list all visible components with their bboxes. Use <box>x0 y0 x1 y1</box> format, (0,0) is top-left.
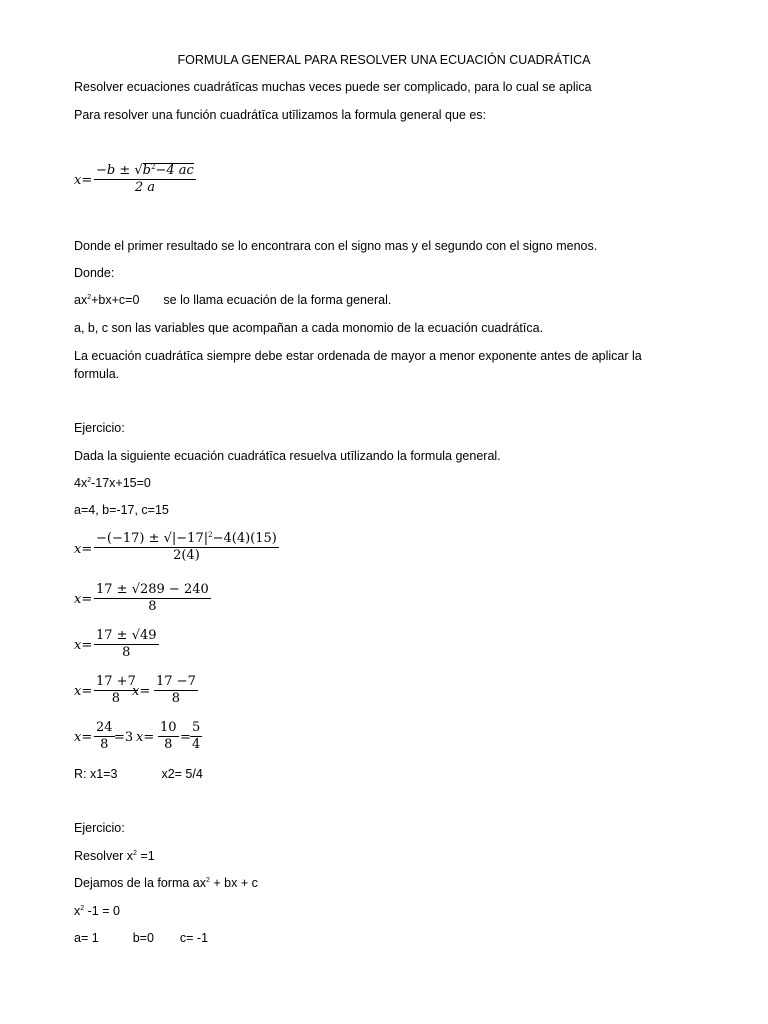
exercise-2-heading: Ejercicio: <box>74 821 125 835</box>
exercise-1-statement: Dada la siguiente ecuación cuadrátīca resuelva utīlizando la formula general. <box>74 449 501 463</box>
formula-lhs: x= <box>74 173 93 188</box>
paragraph-ordenada-2: formula. <box>74 367 120 381</box>
exercise-2-equation: $x^2$ -1 = 0 <box>74 904 120 918</box>
paragraph-signos: Donde el primer resultado se lo encontrara con el signo mas y el segundo con el signo menos. <box>74 239 598 253</box>
intro-paragraph-2: Para resolver una función cuadrátīca utīlizamos la formula general que es: <box>74 108 487 122</box>
formula-fraction <box>94 163 196 195</box>
exercise-2-coefficients: a= 1 b=0 c= -1 <box>74 931 209 945</box>
paragraph-variables: a, b, c son las variables que acompañan a cada monomio de la ecuación cuadrátīca. <box>74 321 544 335</box>
paragraph-donde: Donde: <box>74 266 115 280</box>
exercise-1-equation: $4x^2-17x+15=0$ <box>74 476 151 490</box>
formula-numerator: $-b \pm √b^2-4$ ac <box>96 163 194 178</box>
exercise-2-form: Dejamos de la forma $ax^2$ + bx + c <box>74 876 258 890</box>
exercise-1-result: R: x1=3 x2= 5/4 <box>74 767 203 781</box>
document-page: FORMULA GENERAL PARA RESOLVER UNA ECUACIÓN CUADRÁTICA Resolver ecuaciones cuadrátīcas muchas veces puede ser complicado, para lo cual se aplica Para resolver una función cuadrátīca utīlizamos la formula general que es: x= $-b \pm √b^2-4$ ac 2 a Donde el primer resultado se lo encontrara con el signo mas y el segundo con el signo menos. Donde: $ax^2+bx+c=0$ se lo llama ecuación de la forma general. a, b, c son las variables que acompañan a cada monomio de la ecuación cuadrátīca. La ecuación cuadrátīca siempre debe estar ordenada de mayor a menor exponente antes de aplicar la formula. Ejercicio: Dada la siguiente ecuación cuadrátīca resuelva utīlizando la formula general. $4x^2-17x+15=0$ a=4, b=-17, c=15 x= $-(-17) \pm √|-17|^2-4(4)(15)$ 2(4) x= 17 ± √289 − 240 8 x= 17 ± √49 8 x= 17 +7 8 x= 17 −7 8 x= 24 8 =3 x= 10 8 = 5 4 R: x1=3 x2= 5/4 Ejercicio: Resolver $x^2 =1$ Dejamos de la forma $ax^2$ + bx + c $x^2$ -1 = 0 a= 1 b=0 c= -1 <box>0 0 768 1024</box>
exercise-1-coefficients: a=4, b=-17, c=15 <box>74 503 169 517</box>
formula-denominator: 2 a <box>134 180 155 195</box>
paragraph-ordenada-1: La ecuación cuadrátīca siempre debe estar ordenada de mayor a menor exponente antes de aplicar la <box>74 349 642 363</box>
exercise-2-statement: Resolver $x^2 =1$ <box>74 849 155 863</box>
intro-paragraph-1: Resolver ecuaciones cuadrátīcas muchas veces puede ser complicado, para lo cual se aplica <box>74 80 592 94</box>
exercise-1-heading: Ejercicio: <box>74 421 125 435</box>
document-title: FORMULA GENERAL PARA RESOLVER UNA ECUACIÓN CUADRÁTICA <box>177 53 591 67</box>
general-form-line: $ax^2+bx+c=0$ se lo llama ecuación de la forma general. <box>74 293 392 307</box>
